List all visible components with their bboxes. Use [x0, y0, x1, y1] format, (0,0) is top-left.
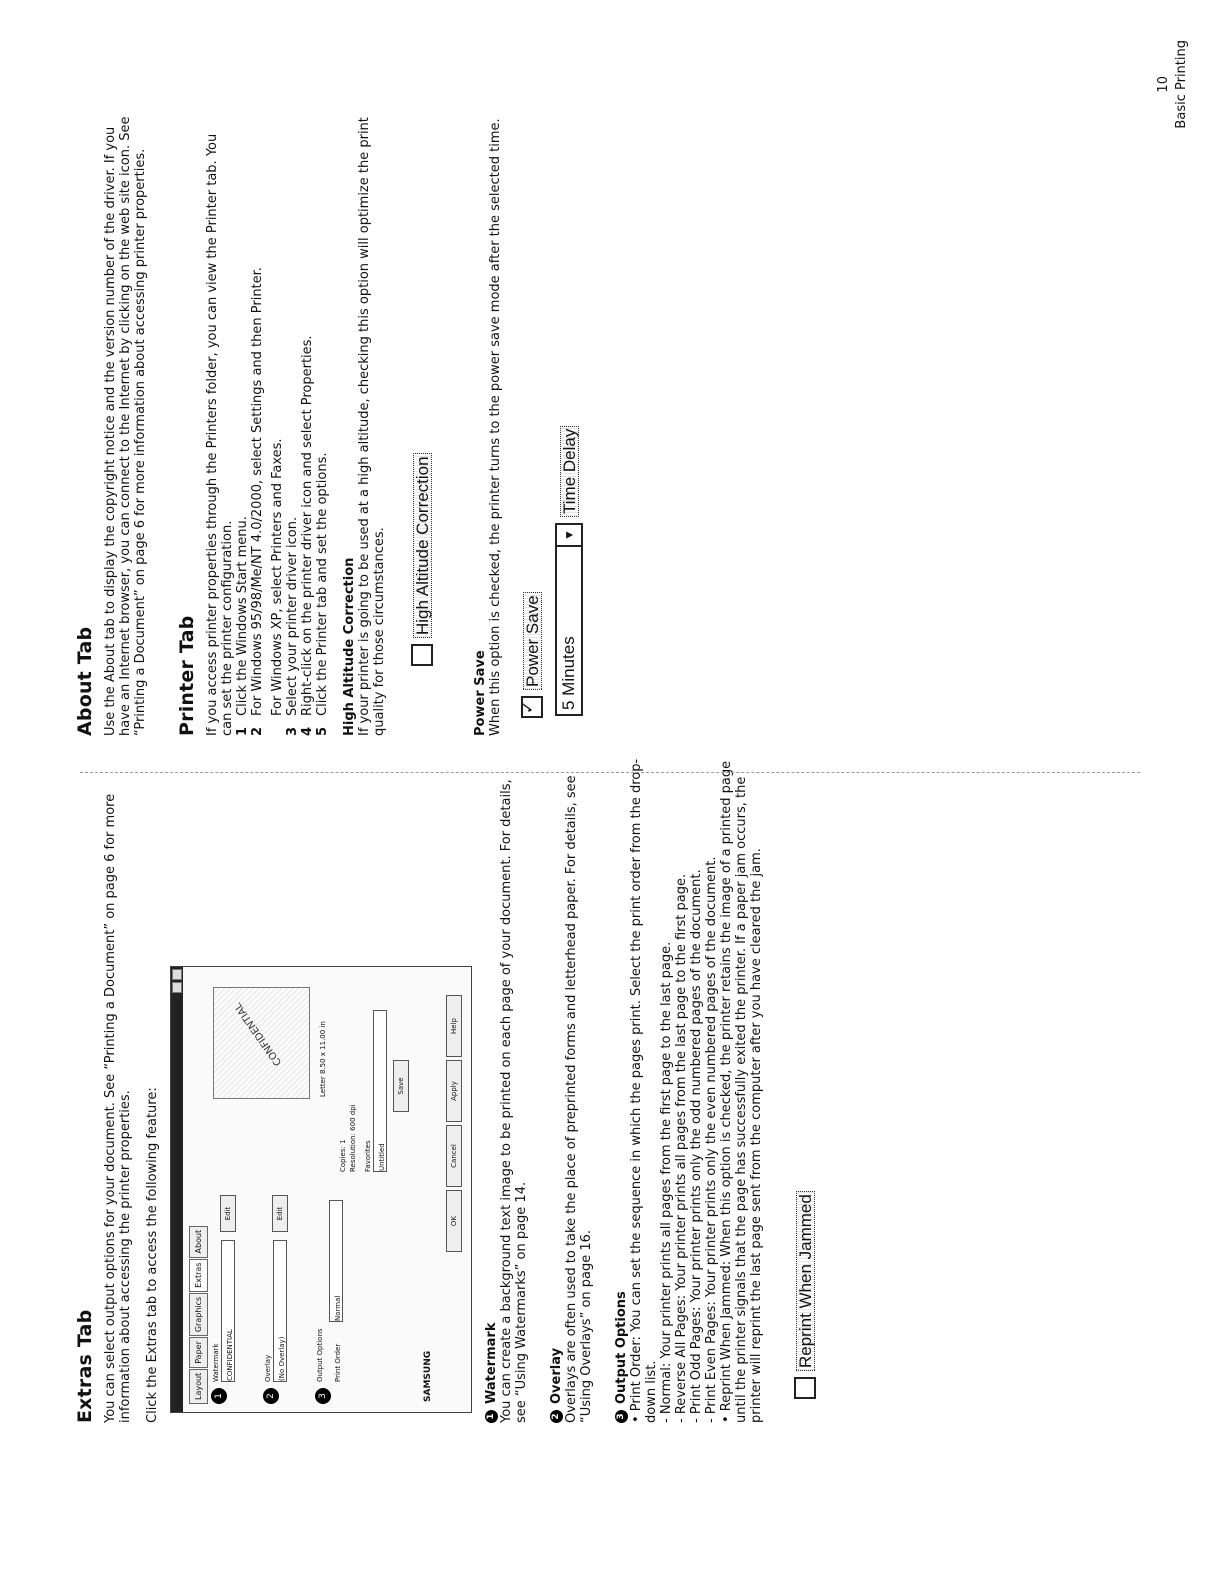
power-save-text: When this option is checked, the printer turns to the power save mode after the selected time. [488, 118, 503, 736]
apply-button[interactable]: Apply [446, 1060, 462, 1122]
column-divider [80, 772, 1140, 773]
output-options-label: Output Options [316, 1328, 324, 1382]
paper-size: Letter 8.50 x 11.00 in [319, 1021, 327, 1097]
step-2b: For Windows XP, select Printers and Faxes. [270, 438, 285, 716]
odd-text: - Print Odd Pages: Your printer prints only the odd numbered pages of the document. [689, 869, 704, 1423]
reprint-checkbox[interactable] [794, 1377, 816, 1399]
step-3: 3 Select your printer driver icon. [285, 516, 300, 736]
overlay-edit-button[interactable]: Edit [272, 1195, 288, 1232]
step-5: 5 Click the Printer tab and set the options. [315, 452, 330, 736]
page-number: 10 [1156, 76, 1171, 93]
favorites-value: Untitled [378, 1143, 386, 1171]
favorites-select[interactable] [373, 1010, 387, 1172]
overlay-heading: 2Overlay [549, 758, 564, 1423]
print-order-select[interactable] [329, 1200, 343, 1322]
altitude-checkbox[interactable] [411, 644, 433, 666]
tab-layout[interactable]: Layout [189, 1369, 208, 1404]
power-save-checkbox-label: Power Save [523, 592, 542, 690]
about-title: About Tab [74, 626, 96, 736]
time-delay-row [555, 116, 583, 716]
tab-graphics[interactable]: Graphics [189, 1293, 208, 1336]
watermark-label: Watermark [212, 1343, 220, 1382]
altitude-checkbox-label: High Altitude Correction [413, 453, 432, 638]
step-2: 2 For Windows 95/98/Me/NT 4.0/2000, select Settings and then Printer. [250, 267, 265, 736]
overlay-label: Overlay [264, 1354, 272, 1382]
normal-text: - Normal: Your printer prints all pages from the first page to the last page. [659, 941, 674, 1423]
altitude-heading: High Altitude Correction [342, 557, 357, 736]
print-order-label: Print Order [334, 1343, 342, 1382]
overlay-value: (No Overlay) [278, 1336, 286, 1381]
time-delay-label: Time Delay [560, 426, 579, 517]
copies-info: Copies: 1 [339, 1139, 347, 1172]
preview-watermark: CONFIDENTIAL [232, 1000, 285, 1068]
watermark-value: CONFIDENTIAL [226, 1329, 234, 1381]
tab-paper[interactable]: Paper [189, 1337, 208, 1368]
chevron-down-icon: ▼ [557, 525, 581, 547]
reprint-checkbox-label: Reprint When Jammed [796, 1191, 815, 1371]
resolution-info: Resolution: 600 dpi [349, 1104, 357, 1172]
window-titlebar [171, 967, 183, 1412]
tab-extras[interactable]: Extras [189, 1259, 208, 1292]
footer-section: Basic Printing [1174, 40, 1189, 129]
output-options-heading: 3Output Options [614, 758, 629, 1423]
about-text: Use the About tab to display the copyright notice and the version number of the driver. If you have an Internet browser, you can connect to the Internet by clicking on the web site icon. See “Printing a Document” on page 6 for more information about accessing printer properties. [103, 116, 148, 736]
watermark-edit-button[interactable]: Edit [220, 1195, 236, 1232]
extras-title: Extras Tab [74, 1309, 96, 1423]
altitude-text: If your printer is going to be used at a high altitude, checking this option will optimize the print quality for those circumstances. [357, 117, 387, 736]
step-4: 4 Right-click on the printer driver icon and select Properties. [300, 335, 315, 736]
marker-2: 2 [263, 1388, 279, 1404]
page-footer [1155, 40, 1191, 129]
extras-intro: You can select output options for your document. See “Printing a Document” on page 6 for more information about accessing the printer properties. [103, 793, 133, 1423]
favorites-label: Favorites [364, 1140, 372, 1172]
samsung-logo: SAMSUNG [423, 1350, 433, 1402]
high-altitude-option[interactable] [411, 116, 433, 666]
power-save-heading: Power Save [473, 650, 488, 736]
watermark-select[interactable] [221, 1240, 235, 1382]
tab-about[interactable]: About [189, 1226, 208, 1258]
print-order-text: • Print Order: You can set the sequence in which the pages print. Select the print order from the drop-down list. [629, 758, 659, 1423]
overlay-text: Overlays are often used to take the place of preprinted forms and letterhead paper. For details, see “Using Overlays” on page 16. [564, 775, 594, 1423]
badge-2: 2 [550, 1410, 563, 1423]
extras-screenshot [170, 966, 472, 1413]
watermark-text: You can create a background text image to be printed on each page of your document. For details, see “Using Watermarks” on page 14. [499, 779, 529, 1423]
even-text: - Print Even Pages: Your printer prints only the even numbered pages of the document. [704, 856, 719, 1423]
power-save-checkbox[interactable] [521, 696, 543, 718]
about-printer-section [74, 116, 583, 736]
cancel-button[interactable]: Cancel [446, 1125, 462, 1187]
ok-button[interactable]: OK [446, 1190, 462, 1252]
help-icon [172, 982, 182, 993]
print-order-value: Normal [334, 1295, 342, 1321]
reprint-when-jammed-option[interactable] [794, 758, 816, 1399]
marker-1: 1 [211, 1388, 227, 1404]
step-1: 1 Click the Windows Start menu. [235, 516, 250, 736]
reprint-text: • Reprint When Jammed: When this option is checked, the printer retains the image of a printed page until the printer signals that the page has successfully exited the printer. If a paper jam occurs, the printer will reprint the last page sent from the computer after you have cleared the jam. [719, 760, 764, 1423]
badge-3: 3 [615, 1410, 628, 1423]
time-delay-select[interactable] [555, 523, 583, 716]
power-save-option[interactable] [521, 116, 543, 718]
tab-strip [189, 1225, 208, 1404]
extras-click: Click the Extras tab to access the following feature: [145, 1087, 160, 1423]
marker-3: 3 [315, 1388, 331, 1404]
watermark-heading: 1Watermark [484, 758, 499, 1423]
printer-title: Printer Tab [176, 615, 198, 736]
printer-intro: If you access printer properties through the Printers folder, you can view the Printer tab. You can set the printer configuration. [205, 133, 235, 736]
badge-1: 1 [485, 1410, 498, 1423]
time-delay-value: 5 Minutes [559, 636, 578, 710]
overlay-select[interactable] [273, 1240, 287, 1382]
reverse-text: - Reverse All Pages: Your printer prints all pages from the last page to the first page. [674, 873, 689, 1423]
favorites-save-button[interactable]: Save [393, 1060, 409, 1112]
help-button[interactable]: Help [446, 995, 462, 1057]
extras-section [74, 758, 816, 1423]
close-icon [172, 969, 182, 980]
